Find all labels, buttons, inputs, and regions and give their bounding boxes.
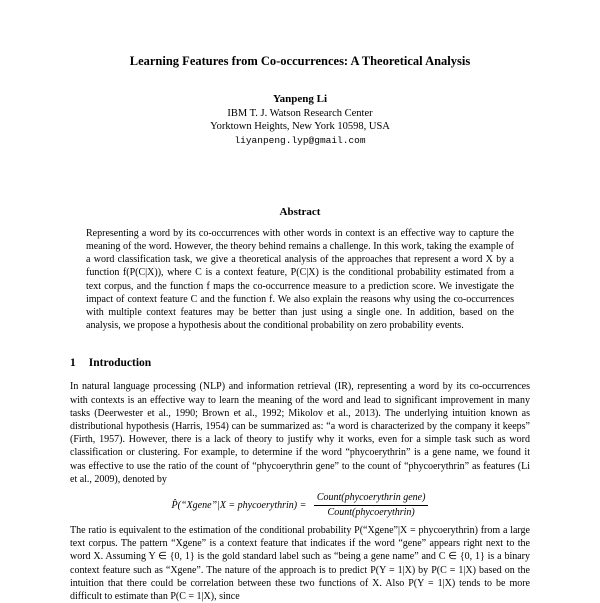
equation-denominator: Count(phycoerythrin): [327, 507, 415, 519]
abstract-heading: Abstract: [279, 205, 321, 218]
section-number: 1: [70, 357, 76, 370]
author-affiliation: IBM T. J. Watson Research Center: [227, 108, 373, 120]
abstract-text: Representing a word by its co-occurrences with other words in context is an effective way to capture the meaning of the word. However, the theory behind remains a challenge. In this work, taking the example of a word classification task, we give a theoretical analysis of the approaches that represent a word X by a function f(P(C|X)), where C is a context feature, P(C|X) is the conditional probability estimated from a text corpus, and the function f maps the co-occurrence measure to a prediction score. We investigate the impact of context feature C and the function f. We also explain the reasons why using the co-occurrences with multiple context features may be better than just using a single one. In addition, based on the analysis, we propose a hypothesis about the conditional probability on zero probability events.: [86, 227, 514, 332]
equation-numerator: Count(phycoerythrin gene): [314, 492, 429, 506]
author-name: Yanpeng Li: [272, 93, 328, 105]
author-location: Yorktown Heights, New York 10598, USA: [210, 121, 390, 133]
introduction-paragraph-2: The ratio is equivalent to the estimation of the conditional probability P(“Xgene”|X = phycoerythrin) from a large text corpus. The pattern “Xgene” is a context feature that indicates if the word “gene” appears right next to the word X. Assuming Y ∈ {0, 1} is the gold standard label such as “being a gene name” and C ∈ {0, 1} is a binary context feature such as “Xgene”. The nature of the approach is to predict P(Y = 1|X) by P(C = 1|X) based on the intuition that there could be correlation between these two functions of X. Also P(Y = 1|X) tends to be more difficult to estimate than P(C = 1|X), since: [70, 525, 530, 603]
section-title: Introduction: [88, 357, 152, 370]
equation-fraction: [314, 492, 429, 519]
author-block: [70, 93, 530, 147]
author-email: liyanpeng.lyp@gmail.com: [234, 134, 366, 146]
equation-lhs: P̂(“Xgene”|X = phycoerythrin) =: [171, 500, 307, 512]
paper-title: Learning Features from Co-occurrences: A Theoretical Analysis: [129, 54, 471, 68]
introduction-paragraph-1: In natural language processing (NLP) and information retrieval (IR), representing a word by its co-occurrences with contexts is an effective way to learn the meaning of the word and lead to significant improvement in many tasks (Deerwester et al., 1990; Brown et al., 1992; Mikolov et al., 2013). The underlying intuition known as distributional hypothesis (Harris, 1954) can be summarized as: “a word is characterized by the company it keeps” (Firth, 1957). However, there is a lack of theory to justify why it works, even for a simple task such as word classification or clustering. For example, to determine if the word “phycoerythrin” is a gene name, we found it was effective to use the ratio of the count of “phycoerythrin gene” to the count of “phycoerythrin” as features (Li et al., 2009), denoted by: [70, 381, 530, 485]
equation: [70, 492, 530, 519]
section-heading-introduction: [70, 356, 530, 370]
